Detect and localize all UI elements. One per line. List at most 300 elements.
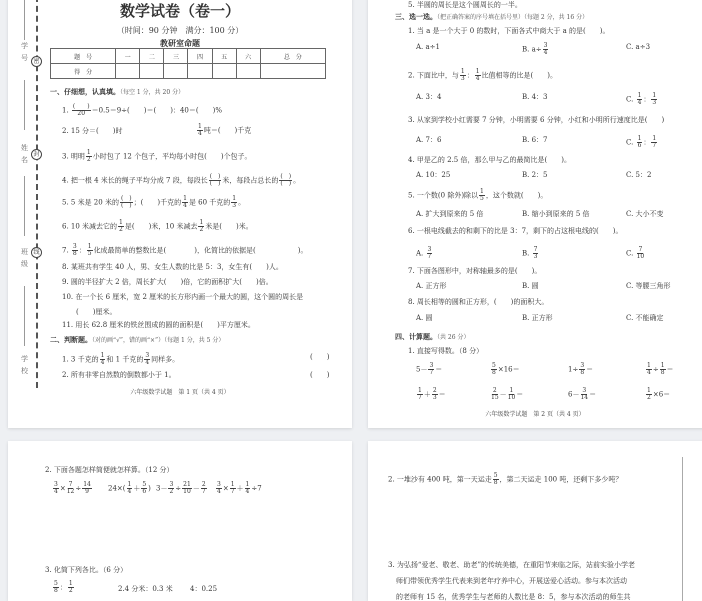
text-segment: ：: [78, 246, 86, 255]
fill-question: [62, 321, 255, 330]
fraction-numerator: 1: [68, 580, 73, 587]
simplify-ratio-question: 3. 化简下列各比。（6 分）: [45, 566, 128, 574]
fraction-denominator: 8: [72, 250, 77, 257]
text-segment: 小时包了 12 个包子，平均每小时包( )个包子。: [92, 152, 252, 161]
fraction-numerator: 1: [647, 362, 651, 369]
fraction: [533, 247, 539, 260]
fraction: [432, 388, 438, 401]
text-segment: ，这个数就( )。: [485, 191, 548, 200]
fraction: [646, 363, 652, 376]
score-cell[interactable]: [140, 64, 164, 79]
text-segment: A. 3：4: [416, 93, 442, 101]
fraction-numerator: 3: [543, 42, 548, 49]
fraction: [209, 174, 222, 187]
text-segment: ×: [222, 484, 229, 493]
exam-page-4: [368, 441, 702, 601]
fraction-denominator: 4: [217, 488, 221, 495]
exam-subtitle: （时间：90 分钟 满分：100 分）: [116, 26, 244, 35]
fraction-numerator: 1: [647, 387, 651, 394]
choice-option[interactable]: [522, 93, 548, 102]
fraction-denominator: 4: [637, 99, 642, 106]
binding-label-class: 班级: [21, 248, 28, 268]
calc-expression: [416, 388, 446, 401]
fraction-denominator: 2: [68, 587, 73, 594]
choice-option[interactable]: [626, 171, 651, 180]
page-margin-rule: [682, 457, 683, 601]
fraction-numerator: 3: [145, 352, 150, 359]
fraction-denominator: 12: [66, 488, 75, 495]
text-segment: ＋: [423, 390, 431, 399]
text-segment: C. 5：2: [626, 171, 652, 179]
calc-expression: [490, 363, 520, 376]
score-cell[interactable]: [212, 64, 236, 79]
text-segment: ，第二天运走 100 吨，还剩下多少吨？: [499, 475, 623, 484]
fraction-denominator: 10: [636, 253, 645, 260]
seal-xian: 线: [31, 247, 42, 258]
score-table-header-row: [51, 49, 326, 64]
choice-option[interactable]: [522, 136, 548, 145]
fraction-numerator: 1: [480, 188, 484, 195]
fraction: [637, 93, 643, 106]
fraction-numerator: ( ): [280, 173, 292, 180]
text-segment: 2. 所有非零自然数的倒数都小于 1。: [62, 371, 176, 379]
fraction-denominator: 9: [85, 488, 89, 495]
text-segment: B. 6：7: [522, 136, 548, 144]
fraction-numerator: 1: [637, 92, 642, 99]
choice-option[interactable]: [416, 282, 447, 291]
fill-question: [196, 124, 251, 137]
section3-title: 三、选一选。: [395, 13, 437, 21]
text-segment: 5. 一个数(0 除外)除以: [408, 191, 479, 200]
text-segment: 1. 当 a 是一个大于 0 的数时，下面各式中商大于 a 的是( )。: [408, 27, 610, 35]
text-segment: ×6＝: [652, 390, 671, 399]
fraction-denominator: 3: [232, 202, 237, 209]
choice-option[interactable]: [416, 93, 441, 102]
fill-question: [62, 104, 222, 117]
fraction: [651, 136, 657, 149]
text-segment: ÷: [75, 484, 82, 493]
text-segment: ：: [643, 138, 651, 147]
text-segment: 3. 明明: [62, 152, 85, 161]
score-table-header: 三: [164, 49, 188, 64]
fraction: [230, 482, 236, 495]
fraction: [651, 93, 657, 106]
fraction-numerator: 1: [652, 92, 657, 99]
text-segment: A. 圆: [416, 314, 433, 322]
fraction-denominator: 3: [460, 75, 465, 82]
fraction-denominator: 8: [580, 369, 585, 376]
fraction-numerator: 7: [68, 481, 73, 488]
fraction: [67, 482, 75, 495]
fill-question: [62, 220, 253, 233]
fraction-numerator: 3: [217, 481, 221, 488]
binding-rule: [24, 80, 25, 130]
section1-heading: [50, 88, 184, 97]
text-segment: ): [148, 484, 151, 493]
fraction-numerator: 3: [72, 243, 77, 250]
fraction-denominator: 7: [427, 253, 432, 260]
fraction: [53, 482, 59, 495]
text-segment: 2. 下面比中，与: [408, 71, 459, 80]
fill-question: [62, 293, 303, 302]
choice-option[interactable]: [626, 136, 658, 149]
section4-title: 四、计算题。: [395, 333, 437, 341]
text-segment: A.: [416, 249, 426, 258]
choice-option[interactable]: [522, 210, 590, 219]
fraction-numerator: ( ): [72, 103, 90, 110]
section1-note: （每空 1 分，共 20 分）: [120, 89, 185, 96]
fraction-denominator: 3: [652, 99, 657, 106]
choice-option[interactable]: [416, 136, 441, 145]
fraction-numerator: 21: [183, 481, 191, 488]
fraction-denominator: 3: [533, 253, 538, 260]
fraction-numerator: 1: [245, 481, 250, 488]
text-segment: 4. 甲是乙的 2.5 倍，那么甲与乙的最简比是( )。: [408, 156, 571, 164]
text-segment: C.: [626, 138, 636, 147]
choice-option[interactable]: [416, 43, 440, 52]
text-segment: A. 扩大到原来的 5 倍: [416, 210, 484, 218]
choice-option[interactable]: [522, 247, 539, 260]
fraction: [86, 150, 92, 163]
exam-page-2: [368, 0, 702, 428]
fraction: [508, 388, 516, 401]
text-segment: 是 60 千克的: [188, 198, 231, 207]
fraction-numerator: 3: [429, 362, 434, 369]
text-segment: A. a÷1: [416, 43, 440, 51]
fraction-numerator: 5: [142, 481, 147, 488]
fill-question: [62, 278, 273, 287]
binding-rule: [24, 176, 25, 236]
score-table-header: 六: [236, 49, 260, 64]
choice-question: [408, 27, 610, 36]
section2-note: （对的画“√”，错的画“×”）（每题 1 分，共 5 分）: [92, 337, 225, 344]
judge-answer-blank-1[interactable]: ( ): [310, 353, 330, 361]
text-segment: ＝: [586, 365, 594, 374]
fill-question: [62, 174, 300, 187]
score-table-header: 二: [140, 49, 164, 64]
choice-option[interactable]: [626, 282, 671, 291]
fraction-numerator: 3: [427, 246, 432, 253]
choice-question: [408, 267, 541, 276]
fraction-denominator: 5: [480, 195, 484, 202]
text-segment: A. 10：25: [416, 171, 451, 179]
text-segment: B.: [522, 249, 532, 258]
fraction: [87, 244, 93, 257]
text-segment: B. 4：3: [522, 93, 548, 101]
fraction-numerator: 1: [652, 135, 657, 142]
fill-question: [62, 244, 308, 257]
fraction-denominator: 2: [199, 226, 204, 233]
fraction-numerator: 1: [460, 68, 465, 75]
fraction-numerator: 2: [432, 387, 437, 394]
judge-question-2: [62, 371, 176, 380]
choice-option[interactable]: [626, 247, 645, 260]
fraction-numerator: 1: [509, 387, 514, 394]
text-segment: ＝: [589, 390, 597, 399]
text-segment: B. a÷: [522, 45, 542, 54]
text-segment: 9. 圆的半径扩大 2 倍，周长扩大( )倍，它的面积扩大( )倍。: [62, 278, 273, 286]
fraction-numerator: 5: [492, 362, 496, 369]
fraction-numerator: 1: [119, 219, 123, 226]
fraction-numerator: 3: [54, 481, 58, 488]
seal-mi: 密: [31, 56, 42, 67]
choice-option[interactable]: [416, 247, 433, 260]
text-segment: C.: [626, 95, 636, 104]
fraction-denominator: 2: [647, 394, 651, 401]
ratio-expression: [118, 585, 173, 594]
fraction-denominator: 4: [145, 359, 150, 366]
choice-option[interactable]: [626, 43, 650, 52]
fraction-denominator: 5: [87, 250, 92, 257]
binding-label-student-id: 学号: [21, 42, 28, 62]
text-segment: 是( )米，10 米减去: [124, 222, 198, 231]
fraction: [637, 247, 645, 260]
exam-page-3: [8, 441, 352, 601]
page-footer: 六年级数学试题 第 1 页（共 4 页）: [130, 389, 230, 396]
choice-option[interactable]: [522, 171, 548, 180]
fraction-denominator: 4: [100, 359, 105, 366]
text-segment: 10. 在一个长 6 厘米，宽 2 厘米的长方形内画一个最大的圆，这个圆的周长是: [62, 293, 304, 301]
fill-question: [62, 150, 252, 163]
fraction-denominator: 10: [183, 488, 191, 495]
fraction-numerator: ( ): [120, 195, 132, 202]
fraction-denominator: ( ): [120, 202, 132, 209]
fraction: [144, 353, 150, 366]
text-segment: ＋: [133, 484, 141, 493]
choice-option[interactable]: [416, 171, 450, 180]
fraction-denominator: 8: [493, 479, 498, 486]
section3-heading: [395, 13, 588, 22]
score-table-header: 五: [212, 49, 236, 64]
text-segment: ÷: [652, 365, 659, 374]
fraction-denominator: ( ): [280, 180, 292, 187]
fraction: [82, 482, 92, 495]
fraction-numerator: 14: [83, 481, 91, 488]
choice-question: [408, 116, 664, 125]
score-table-header: 总 分: [260, 49, 325, 64]
fraction-denominator: 7: [418, 394, 422, 401]
text-segment: ＝0.5＝9÷( )＝( )：40＝( )%: [91, 106, 222, 115]
text-segment: 4. 把一根 4 米长的绳子平均分成 7 段，每段长: [62, 176, 208, 185]
text-segment: 。: [238, 198, 246, 207]
section4-note: （共 26 分）: [437, 334, 470, 341]
text-segment: B. 圆: [522, 282, 539, 290]
fraction: [543, 43, 549, 56]
text-segment: ＝: [438, 390, 446, 399]
choice-option[interactable]: [522, 43, 549, 56]
text-segment: B. 缩小到原来的 5 倍: [522, 210, 590, 218]
text-segment: 1.: [62, 106, 71, 115]
text-segment: ×: [59, 484, 66, 493]
text-segment: ；( )千克的: [133, 198, 182, 207]
text-segment: A. 7：6: [416, 136, 442, 144]
choice-option[interactable]: [626, 210, 664, 219]
text-segment: ：: [643, 95, 651, 104]
section1-title: 一、仔细想，认真填。: [50, 88, 120, 96]
fraction-numerator: 1: [198, 123, 202, 130]
fraction: [53, 581, 59, 594]
choice-option[interactable]: [416, 314, 433, 323]
text-segment: ＝: [516, 390, 524, 399]
score-table-header: 一: [116, 49, 140, 64]
choice-option[interactable]: [626, 314, 664, 323]
word-problem-3-line: 师们带领优秀学生代表来到老年疗养中心，开展送爱心活动。参与本次活动: [396, 577, 627, 585]
fraction: [493, 473, 499, 486]
fraction: [68, 581, 74, 594]
calc-expression: [108, 482, 151, 495]
text-segment: 7.: [62, 246, 71, 255]
text-segment: ÷7: [251, 484, 262, 493]
fraction-denominator: 20: [77, 110, 86, 117]
score-cell[interactable]: [188, 64, 212, 79]
text-segment: ×16＝: [497, 365, 520, 374]
text-segment: 11. 用长 62.8 厘米的铁丝围成的圆的面积是( )平方厘米。: [62, 321, 255, 329]
text-segment: 4：0.25: [190, 585, 218, 593]
fraction: [491, 388, 499, 401]
calc-expression: [52, 482, 93, 495]
ratio-expression: [52, 581, 75, 594]
fraction-denominator: 15: [491, 394, 499, 401]
text-segment: 5. 5 米是 20 米的: [62, 198, 119, 207]
text-segment: 2. 一堆沙有 400 吨，第一天运走: [388, 475, 492, 484]
fraction-numerator: 1: [230, 481, 235, 488]
word-problem-2: [388, 473, 622, 486]
choice-option[interactable]: [416, 210, 483, 219]
text-segment: 5－: [416, 365, 428, 374]
binding-label-name: 姓名: [21, 144, 28, 164]
score-cell[interactable]: [236, 64, 260, 79]
simplify-calc-question: 2. 下面各题怎样简便就怎样算。（12 分）: [45, 466, 174, 474]
score-table-header: 四: [188, 49, 212, 64]
text-segment: 米是( )米。: [205, 222, 253, 231]
fraction: [579, 363, 585, 376]
judge-answer-blank-2[interactable]: ( ): [310, 371, 330, 379]
fraction: [231, 196, 237, 209]
fraction: [646, 388, 652, 401]
fraction-numerator: ( ): [209, 173, 221, 180]
fraction: [198, 220, 204, 233]
score-cell[interactable]: [260, 64, 325, 79]
binding-rule: [24, 0, 25, 40]
score-row-label: 得 分: [51, 64, 116, 79]
calc-expression: [156, 482, 208, 495]
fraction-numerator: 1: [637, 135, 642, 142]
fraction: [427, 247, 433, 260]
fraction-denominator: 7: [429, 369, 434, 376]
fraction-denominator: 8: [54, 587, 58, 594]
choice-option[interactable]: [522, 314, 553, 323]
section4-heading: [395, 333, 469, 342]
fraction-denominator: 7: [652, 142, 657, 149]
score-cell[interactable]: [164, 64, 188, 79]
text-segment: ＝: [666, 365, 674, 374]
choice-option[interactable]: [522, 282, 539, 291]
word-problem-3-line: 3. 为弘扬“爱老、敬老、助老”的传统美德，在重阳节来临之际，站前实验小学老: [388, 561, 636, 569]
text-segment: ＋: [236, 484, 244, 493]
fraction-numerator: 1: [127, 481, 132, 488]
text-segment: 化成最简单的整数比是( )，化简比的依据是( )。: [93, 246, 308, 255]
fraction-numerator: 1: [199, 219, 204, 226]
text-segment: 。: [293, 176, 301, 185]
text-segment: 8. 某班共有学生 40 人，男、女生人数的比是 5：3，女生有( )人。: [62, 263, 283, 271]
choice-question: [408, 156, 571, 165]
text-segment: B. 2：5: [522, 171, 548, 179]
fraction: [141, 482, 147, 495]
fraction-denominator: 8: [660, 369, 665, 376]
text-segment: ：: [59, 583, 67, 592]
binding-rule: [24, 286, 25, 346]
calc-sub-question-1: 1. 直接写得数。（8 分）: [408, 347, 484, 355]
text-segment: －: [499, 390, 507, 399]
fraction-denominator: 7: [201, 488, 206, 495]
fraction: [72, 244, 78, 257]
partial-judge-question: 5. 半圆的周长是这个圆周长的一半。: [408, 1, 522, 9]
fraction-denominator: 4: [198, 130, 202, 137]
fraction-denominator: 3: [432, 394, 437, 401]
text-segment: 米，每段占总长的: [222, 176, 279, 185]
fraction-denominator: 4: [127, 488, 132, 495]
fraction: [118, 220, 124, 233]
page-footer: 六年级数学试题 第 2 页（共 4 页）: [485, 411, 585, 418]
fraction: [168, 482, 174, 495]
text-segment: C. 大小不变: [626, 210, 664, 218]
fraction-numerator: 1: [183, 195, 187, 202]
choice-question: [408, 298, 548, 307]
choice-question: [408, 189, 547, 202]
fraction-numerator: 1: [660, 362, 665, 369]
fraction-denominator: 14: [580, 394, 589, 401]
judge-question-1: [62, 353, 179, 366]
section2-heading: [50, 336, 224, 345]
text-segment: B. 正方形: [522, 314, 553, 322]
fill-question: [62, 127, 123, 136]
fraction-numerator: 2: [492, 387, 497, 394]
text-segment: ：: [466, 71, 474, 80]
text-segment: 吨＝( )千克: [203, 126, 252, 135]
fraction: [637, 136, 643, 149]
text-segment: 2. 15 分＝( )时: [62, 127, 123, 135]
choice-question: [408, 69, 557, 82]
section2-title: 二、判断题。: [50, 336, 92, 344]
choice-question: [408, 227, 623, 236]
text-segment: 24×(: [108, 484, 126, 493]
fraction-denominator: 4: [543, 49, 548, 56]
exam-page-1: [8, 0, 352, 428]
fraction-denominator: 2: [169, 488, 174, 495]
fraction: [479, 189, 485, 202]
score-cell[interactable]: [116, 64, 140, 79]
text-segment: 2.4 分米：0.3 米: [118, 585, 173, 593]
calc-expression: [645, 388, 670, 401]
fill-question: [76, 308, 116, 317]
fraction-denominator: 6: [142, 488, 147, 495]
text-segment: 1÷: [568, 365, 579, 374]
word-problem-3-line: 的老师有 15 名，优秀学生与老师的人数比是 8：5，参与本次活动的师生共: [396, 593, 631, 601]
fraction-numerator: 1: [418, 387, 422, 394]
text-segment: ＝: [435, 365, 443, 374]
fraction-numerator: 7: [638, 246, 643, 253]
choice-option[interactable]: [626, 93, 658, 106]
calc-expression: [568, 388, 596, 401]
text-segment: 同样多。: [151, 355, 180, 364]
fraction-numerator: 2: [201, 481, 206, 488]
fraction-numerator: 1: [87, 243, 92, 250]
fraction: [201, 482, 207, 495]
fraction: [475, 69, 481, 82]
fraction-denominator: ( ): [209, 180, 221, 187]
fraction-denominator: 4: [54, 488, 58, 495]
text-segment: C. a÷3: [626, 43, 651, 51]
